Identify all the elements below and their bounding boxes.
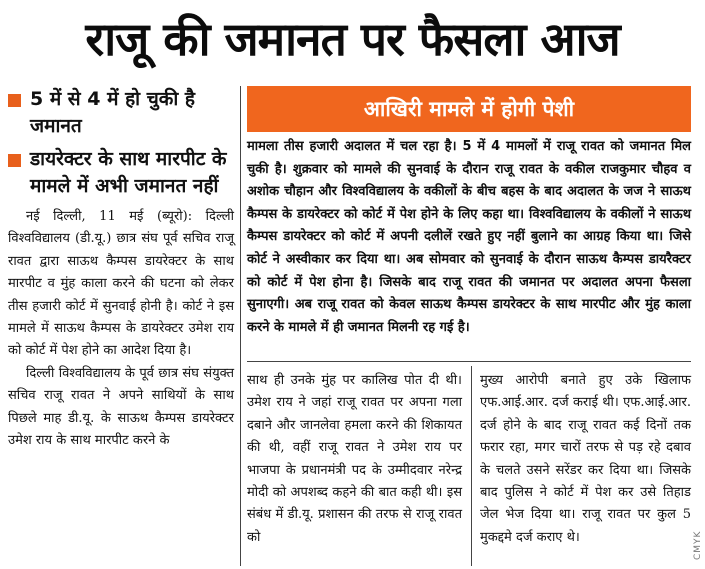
subheading-banner: आखिरी मामले में होगी पेशी [247, 86, 691, 132]
column-divider [240, 86, 241, 566]
print-mark: CMYK [693, 530, 703, 560]
highlight-point [8, 86, 234, 140]
column-b-text: मुख्य आरोपी बनाते हुए उके खिलाफ एफ.आई.आर. दर्ज कराई थी। एफ.आई.आर. दर्ज होने के बाद राजू रावत कई दिनों तक फरार रहा, मगर चारों तरफ से पड़ रहे दबाव के चलते उसने सरेंडर कर दिया था। जिसके बाद पुलिस ने कोर्ट में पेश कर उसे तिहाड जेल भेज दिया था। राजू रावत पर कुल 5 मुकद्दमे दर्ज कराए थे। [480, 373, 691, 545]
section-divider [247, 361, 691, 362]
paragraph: दिल्ली विश्वविद्यालय के पूर्व छात्र संघ संयुक्त सचिव राजू रावत ने अपने साथियों के साथ पिछले माह डी.यू. के साऊथ कैम्पस डायरेक्टर उमेश राय के साथ मारपीट करने के [8, 365, 234, 449]
paragraph: नई दिल्ली, 11 मई (ब्यूरो): दिल्ली विश्वविद्यालय (डी.यू.) छात्र संघ पूर्व सचिव राजू रावत द्वारा साऊथ कैम्पस डायरेक्टर के साथ मारपीट व मुंह काला करने की घटना को लेकर तीस हजारी कोर्ट में सुनवाई होनी है। कोर्ट ने इस मामले में साऊथ कैम्पस के डायरेक्टर उमेश राय को कोर्ट में पेश होने का आदेश दिया है। [8, 209, 234, 359]
square-bullet-icon [8, 94, 21, 107]
left-column [8, 86, 234, 452]
left-body-text [8, 206, 234, 452]
headline: राजू की जमानत पर फैसला आज [85, 12, 620, 66]
highlight-text: डायरेक्टर के साथ मारपीट के मामले में अभी जमानत नहीं [30, 148, 227, 197]
square-bullet-icon [8, 154, 21, 167]
column-divider [471, 366, 472, 566]
highlight-point [8, 146, 234, 200]
column-a-text: साथ ही उनके मुंह पर कालिख पोत दी थी। उमेश राय ने जहां राजू रावत पर अपना गला दबाने और जानलेवा हमला करने की शिकायत की थी, वहीं राजू रावत ने उमेश राय पर भाजपा के प्रधानमंत्री पद के उम्मीदवार नरेन्द्र मोदी को अपशब्द कहने की बात कही थी। इस संबंध में डी.यू. प्रशासन की तरफ से राजू रावत को [247, 373, 462, 545]
highlight-text: 5 में से 4 में हो चुकी है जमानत [30, 88, 195, 137]
lead-paragraph: मामला तीस हजारी अदालत में चल रहा है। 5 में 4 मामलों में राजू रावत को जमानत मिल चुकी है। शुक्रवार को मामले की सुनवाई के दौरान राजू रावत के वकील राजकुमार चौहव व अशोक चौहान और विश्वविद्यालय के वकीलों के बीच बहस के बाद अदालत के जज ने साऊथ कैम्पस के डायरेक्टर को कोर्ट में पेश होने के लिए कहा था। विश्वविद्यालय के वकीलों ने साऊथ कैम्पस डायरेक्टर को कोर्ट में अपनी दलीलें रखते हुए नहीं बुलाने का आग्रह किया था। जिसे कोर्ट ने अस्वीकार कर दिया था। अब सोमवार को सुनवाई के दौरान साऊथ कैम्पस डायरैक्टर को कोर्ट में पेश होना है। जिसके बाद राजू रावत की जमानत पर अदालत अपना फैसला सुनाएगी। अब राजू रावत को केवल साऊथ कैम्पस डायरेक्टर के साथ मारपीट और मुंह काला करने के मामले में ही जमानत मिलनी रह गई है। [247, 139, 691, 335]
